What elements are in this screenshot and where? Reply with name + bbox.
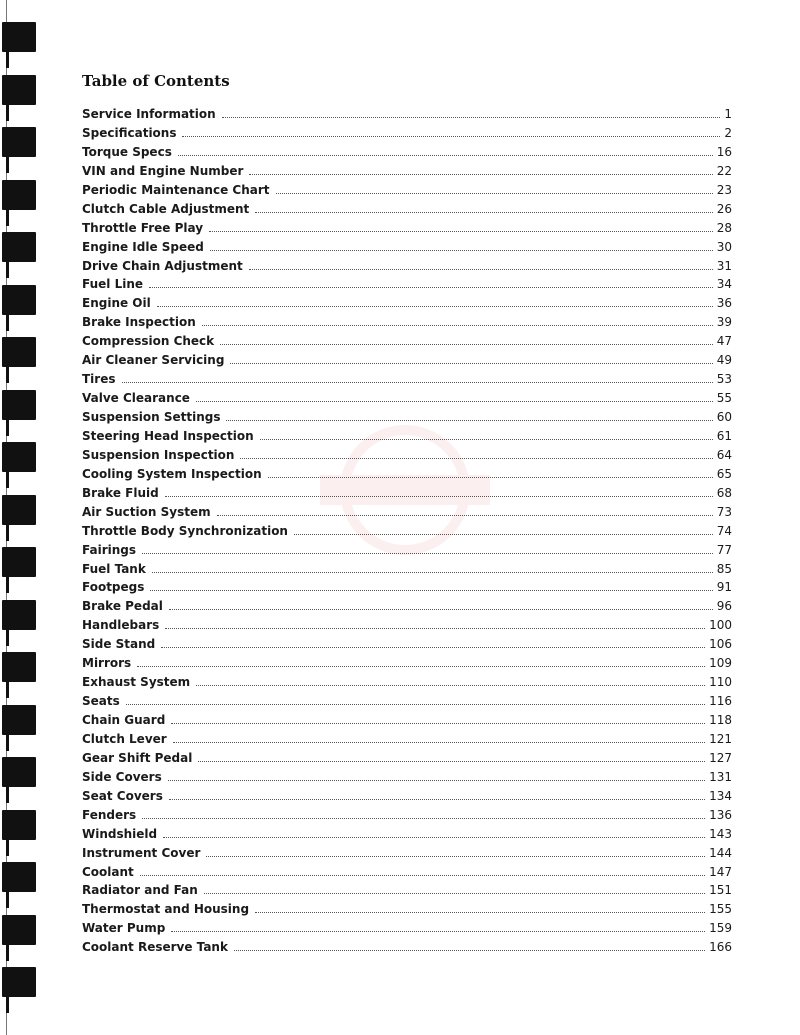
toc-entry-label: Seat Covers xyxy=(82,788,163,803)
toc-entry-label: Throttle Free Play xyxy=(82,220,204,235)
toc-entry-label: Water Pump xyxy=(82,921,166,936)
toc-entry-page: 65 xyxy=(716,466,732,481)
page-title: Table of Contents xyxy=(82,72,230,90)
toc-entry-page: 28 xyxy=(716,220,732,235)
toc-entry-page: 131 xyxy=(709,769,732,784)
binding-tab xyxy=(2,862,36,892)
toc-dot-leader xyxy=(163,824,705,838)
toc-entry[interactable] xyxy=(82,786,732,805)
toc-entry-page: 34 xyxy=(716,277,732,292)
toc-entry-page: 64 xyxy=(716,447,732,462)
toc-entry[interactable] xyxy=(82,805,732,824)
toc-entry[interactable] xyxy=(82,843,732,862)
toc-dot-leader xyxy=(255,899,705,913)
toc-entry-page: 30 xyxy=(716,239,732,254)
binding-tab xyxy=(2,600,36,630)
table-of-contents xyxy=(82,72,732,956)
toc-entry-page: 74 xyxy=(716,523,732,538)
toc-entry-label: Air Cleaner Servicing xyxy=(82,353,225,368)
toc-entry-page: 68 xyxy=(716,485,732,500)
toc-dot-leader xyxy=(165,483,713,497)
toc-entry-label: Suspension Settings xyxy=(82,410,221,424)
toc-entry-label: Suspension Inspection xyxy=(82,447,235,462)
binding-tab xyxy=(2,337,36,367)
toc-dot-leader xyxy=(178,142,713,156)
toc-entry[interactable] xyxy=(82,880,732,899)
toc-entry-page: 61 xyxy=(716,428,732,443)
toc-entry-page: 147 xyxy=(709,864,732,879)
toc-entry-label: Thermostat and Housing xyxy=(82,902,250,917)
toc-entry-page: 26 xyxy=(716,201,732,216)
toc-entry[interactable] xyxy=(82,899,732,918)
binding-tab xyxy=(2,285,36,315)
toc-entry-page: 151 xyxy=(709,883,732,898)
toc-entry[interactable] xyxy=(82,615,732,634)
toc-entry-label: Service Information xyxy=(82,107,216,121)
toc-entry-page: 85 xyxy=(716,561,732,576)
toc-entry[interactable] xyxy=(82,862,732,881)
toc-dot-leader xyxy=(126,691,705,705)
binding-edge xyxy=(0,0,46,1035)
binding-tab xyxy=(2,810,36,840)
toc-entry[interactable] xyxy=(82,577,732,596)
toc-dot-leader xyxy=(249,161,712,175)
toc-entry-label: Footpegs xyxy=(82,580,145,595)
toc-entry-label: Side Stand xyxy=(82,637,156,652)
toc-entry-page: 144 xyxy=(709,845,732,860)
toc-entry[interactable] xyxy=(82,218,732,237)
toc-entry[interactable] xyxy=(82,710,732,729)
toc-entry[interactable] xyxy=(82,199,732,218)
toc-entry[interactable] xyxy=(82,691,732,710)
toc-dot-leader xyxy=(140,862,705,876)
toc-entry-label: Fairings xyxy=(82,542,137,557)
toc-dot-leader xyxy=(198,748,705,762)
toc-entry[interactable] xyxy=(82,237,732,256)
toc-entry[interactable] xyxy=(82,653,732,672)
toc-dot-leader xyxy=(142,805,705,819)
toc-dot-leader xyxy=(165,615,705,629)
toc-entry[interactable] xyxy=(82,483,732,502)
toc-entry-page: 109 xyxy=(709,656,732,671)
toc-dot-leader xyxy=(171,918,705,932)
binding-tab xyxy=(2,127,36,157)
toc-entry[interactable] xyxy=(82,426,732,445)
toc-entry-page: 60 xyxy=(716,410,732,424)
toc-entry[interactable] xyxy=(82,407,732,426)
toc-entry[interactable] xyxy=(82,937,732,956)
toc-entry[interactable] xyxy=(82,729,732,748)
toc-entry-label: Throttle Body Synchronization xyxy=(82,523,288,538)
toc-entry[interactable] xyxy=(82,540,732,559)
toc-dot-leader xyxy=(226,407,712,421)
toc-dot-leader xyxy=(204,880,705,894)
toc-entry-label: Windshield xyxy=(82,826,158,841)
toc-entry-page: 23 xyxy=(716,182,732,197)
toc-entry[interactable] xyxy=(82,331,732,350)
toc-entry-page: 143 xyxy=(709,826,732,841)
binding-tab xyxy=(2,442,36,472)
binding-tab xyxy=(2,967,36,997)
binding-tab xyxy=(2,547,36,577)
toc-entry-label: Chain Guard xyxy=(82,713,166,727)
toc-entry-label: Engine Oil xyxy=(82,296,151,311)
toc-entry-label: Instrument Cover xyxy=(82,845,201,860)
toc-entry-page: 134 xyxy=(709,788,732,803)
toc-dot-leader xyxy=(149,274,713,288)
toc-dot-leader xyxy=(168,767,705,781)
toc-entry[interactable] xyxy=(82,180,732,199)
toc-entry-label: VIN and Engine Number xyxy=(82,163,244,178)
toc-dot-leader xyxy=(217,502,713,516)
toc-entry[interactable] xyxy=(82,824,732,843)
binding-tab xyxy=(2,495,36,525)
toc-dot-leader xyxy=(196,672,705,686)
toc-entry-page: 159 xyxy=(709,921,732,936)
toc-entry[interactable] xyxy=(82,312,732,331)
toc-dot-leader xyxy=(171,710,705,724)
toc-entry-label: Torque Specs xyxy=(82,144,172,159)
toc-dot-leader xyxy=(173,729,705,743)
toc-dot-leader xyxy=(209,218,713,232)
toc-dot-leader xyxy=(142,540,713,554)
toc-entry[interactable] xyxy=(82,274,732,293)
binding-tab xyxy=(2,757,36,787)
toc-entry[interactable] xyxy=(82,104,732,123)
toc-entry[interactable] xyxy=(82,388,732,407)
toc-dot-leader xyxy=(240,445,712,459)
toc-entry-label: Drive Chain Adjustment xyxy=(82,258,243,273)
toc-dot-leader xyxy=(122,369,713,383)
toc-entry[interactable] xyxy=(82,464,732,483)
toc-entry-label: Engine Idle Speed xyxy=(82,239,204,254)
binding-tab xyxy=(2,75,36,105)
toc-dot-leader xyxy=(249,256,713,270)
toc-entry[interactable] xyxy=(82,521,732,540)
toc-entry[interactable] xyxy=(82,634,732,653)
toc-entry-page: 73 xyxy=(716,504,732,519)
toc-dot-leader xyxy=(268,464,713,478)
toc-dot-leader xyxy=(169,786,705,800)
toc-entry-label: Brake Inspection xyxy=(82,315,196,330)
toc-entry-page: 53 xyxy=(716,372,732,387)
toc-entry[interactable] xyxy=(82,445,732,464)
toc-entry-page: 121 xyxy=(709,731,732,746)
toc-entry[interactable] xyxy=(82,918,732,937)
toc-entry-label: Periodic Maintenance Chart xyxy=(82,182,270,197)
toc-entry-page: 22 xyxy=(716,163,732,178)
toc-entry-page: 166 xyxy=(709,940,732,955)
toc-entry-page: 49 xyxy=(716,353,732,368)
toc-entry-label: Clutch Lever xyxy=(82,731,167,746)
toc-entry[interactable] xyxy=(82,502,732,521)
toc-dot-leader xyxy=(169,596,713,610)
toc-dot-leader xyxy=(202,312,713,326)
toc-entry-label: Fuel Line xyxy=(82,277,144,292)
toc-entry-label: Coolant Reserve Tank xyxy=(82,940,228,955)
toc-entry-page: 96 xyxy=(716,599,732,614)
toc-dot-leader xyxy=(210,237,713,251)
toc-entry-label: Air Suction System xyxy=(82,504,211,519)
toc-entry-page: 106 xyxy=(709,637,732,652)
toc-entry-page: 91 xyxy=(716,580,732,595)
toc-entry[interactable] xyxy=(82,293,732,312)
toc-list xyxy=(82,104,732,956)
toc-dot-leader xyxy=(196,388,713,402)
toc-entry-label: Seats xyxy=(82,694,120,709)
toc-entry-page: 155 xyxy=(709,902,732,917)
toc-dot-leader xyxy=(161,634,705,648)
toc-dot-leader xyxy=(150,577,712,591)
binding-tab xyxy=(2,705,36,735)
toc-entry-page: 116 xyxy=(709,694,732,709)
toc-entry-label: Steering Head Inspection xyxy=(82,428,254,443)
toc-entry-page: 1 xyxy=(724,107,732,121)
toc-entry-label: Valve Clearance xyxy=(82,391,190,406)
toc-entry-page: 16 xyxy=(716,144,732,159)
toc-entry-label: Brake Pedal xyxy=(82,599,163,614)
toc-entry-page: 2 xyxy=(724,125,732,140)
toc-entry[interactable] xyxy=(82,142,732,161)
toc-entry-page: 110 xyxy=(709,675,732,690)
toc-entry-label: Fenders xyxy=(82,807,137,822)
toc-entry-label: Side Covers xyxy=(82,769,162,784)
toc-entry[interactable] xyxy=(82,123,732,142)
toc-entry-label: Compression Check xyxy=(82,334,215,349)
binding-tab xyxy=(2,22,36,52)
toc-dot-leader xyxy=(222,104,721,118)
toc-dot-leader xyxy=(152,559,713,573)
toc-dot-leader xyxy=(206,843,705,857)
toc-entry-label: Brake Fluid xyxy=(82,485,159,500)
toc-entry-label: Tires xyxy=(82,372,116,387)
toc-dot-leader xyxy=(294,521,713,535)
toc-entry-page: 136 xyxy=(709,807,732,822)
toc-entry-page: 36 xyxy=(716,296,732,311)
toc-entry-page: 31 xyxy=(716,258,732,273)
toc-dot-leader xyxy=(276,180,713,194)
toc-entry-label: Mirrors xyxy=(82,656,132,671)
toc-entry-page: 55 xyxy=(716,391,732,406)
toc-entry[interactable] xyxy=(82,161,732,180)
toc-entry-page: 118 xyxy=(709,713,732,727)
toc-entry[interactable] xyxy=(82,369,732,388)
toc-entry[interactable] xyxy=(82,672,732,691)
toc-entry-label: Radiator and Fan xyxy=(82,883,198,898)
toc-entry-label: Cooling System Inspection xyxy=(82,466,262,481)
toc-entry[interactable] xyxy=(82,559,732,578)
toc-entry[interactable] xyxy=(82,256,732,275)
toc-entry-page: 39 xyxy=(716,315,732,330)
toc-entry-label: Coolant xyxy=(82,864,134,879)
toc-dot-leader xyxy=(230,350,712,364)
toc-entry[interactable] xyxy=(82,767,732,786)
toc-entry-page: 77 xyxy=(716,542,732,557)
binding-tab xyxy=(2,232,36,262)
toc-dot-leader xyxy=(260,426,713,440)
toc-entry-label: Handlebars xyxy=(82,618,160,633)
binding-tab xyxy=(2,390,36,420)
toc-dot-leader xyxy=(220,331,713,345)
binding-tab xyxy=(2,652,36,682)
toc-dot-leader xyxy=(157,293,713,307)
binding-tab xyxy=(2,915,36,945)
toc-entry-page: 127 xyxy=(709,750,732,765)
binding-tab xyxy=(2,180,36,210)
toc-entry[interactable] xyxy=(82,350,732,369)
toc-entry-label: Gear Shift Pedal xyxy=(82,750,193,765)
toc-entry-label: Fuel Tank xyxy=(82,561,146,576)
toc-entry[interactable] xyxy=(82,748,732,767)
toc-entry-page: 100 xyxy=(709,618,732,633)
toc-entry-label: Clutch Cable Adjustment xyxy=(82,201,250,216)
toc-dot-leader xyxy=(182,123,720,137)
toc-dot-leader xyxy=(255,199,712,213)
toc-dot-leader xyxy=(137,653,705,667)
toc-entry-label: Exhaust System xyxy=(82,675,191,690)
toc-entry[interactable] xyxy=(82,596,732,615)
toc-dot-leader xyxy=(234,937,705,951)
toc-entry-page: 47 xyxy=(716,334,732,349)
toc-entry-label: Specifications xyxy=(82,125,177,140)
